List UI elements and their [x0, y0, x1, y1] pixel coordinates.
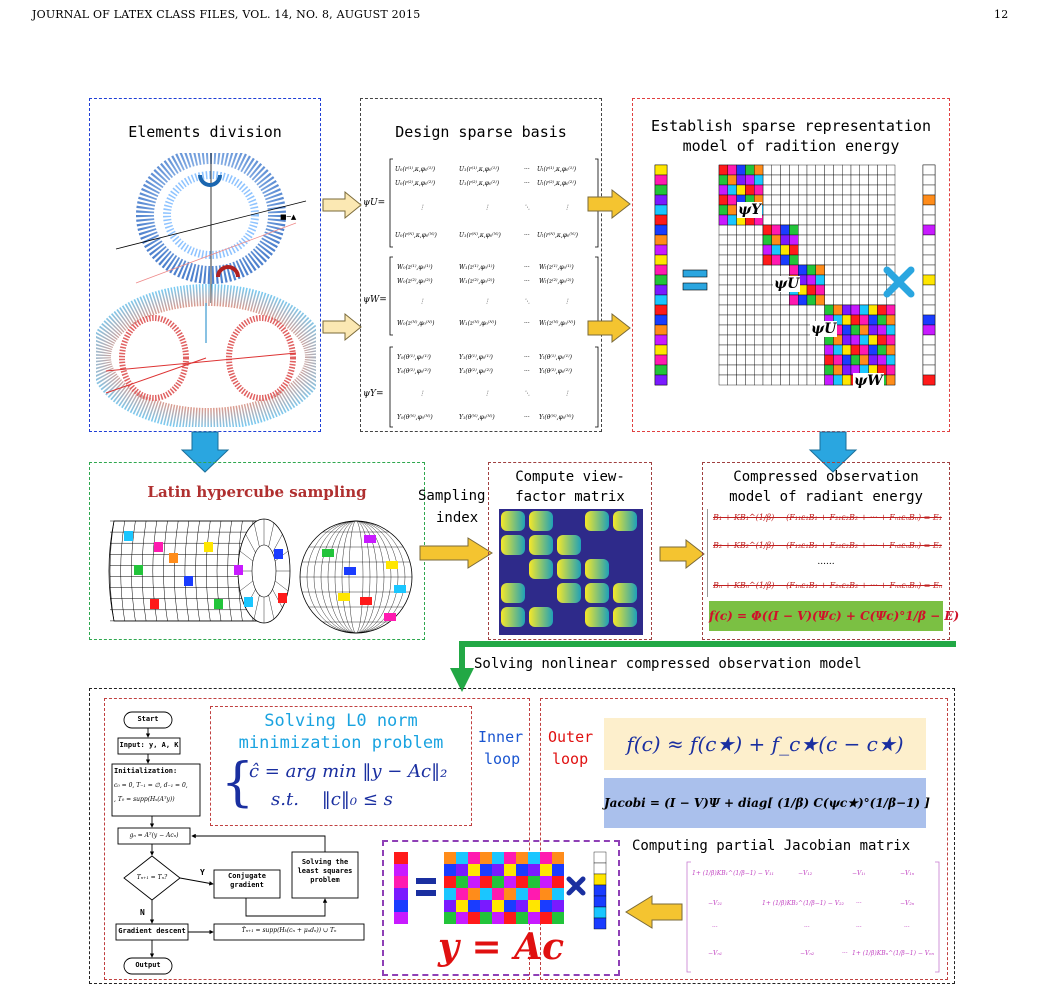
- l0-equation-1: ĉ = arg min ‖y − Ac‖₂: [249, 761, 448, 782]
- outer-loop-line2: loop: [552, 750, 589, 768]
- arrow-jacobian-to-yac: [624, 894, 684, 930]
- psi-w-block-label: ψW: [854, 373, 883, 389]
- flow-gradient-descent: Gradient descent: [118, 927, 186, 935]
- view-factor-panel: [488, 462, 652, 640]
- l0-norm-panel: [210, 706, 472, 826]
- design-sparse-basis-panel: [360, 98, 602, 432]
- jac-r1c2: −V₁₂: [798, 870, 813, 877]
- svg-text:Yₗ(θ⁽¹⁾,φ₀⁽¹⁾): Yₗ(θ⁽¹⁾,φ₀⁽¹⁾): [539, 354, 572, 361]
- svg-text:U₀(r⁽¹⁾,κ,φ₀⁽¹⁾): U₀(r⁽¹⁾,κ,φ₀⁽¹⁾): [395, 166, 436, 173]
- taylor-expansion: f(c) ≈ f(c★) + f_c★(c − c★): [604, 718, 926, 770]
- jac-r4c4: 1+ (1/β)KBₙ^(1/β−1) − Vₙₙ: [852, 950, 934, 957]
- svg-text:Y₀(θ⁽ᴺ⁾,φ₀⁽ᴺ⁾): Y₀(θ⁽ᴺ⁾,φ₀⁽ᴺ⁾): [397, 414, 433, 421]
- svg-text:···: ···: [524, 264, 530, 271]
- svg-text:⋱: ⋱: [524, 204, 530, 211]
- psi-y-label: ψY=: [363, 389, 384, 399]
- psi-w-label: ψW=: [363, 295, 387, 305]
- svg-text:Uₗ(r⁽ᴺ⁾,κ,φ₀⁽ᴺ⁾): Uₗ(r⁽ᴺ⁾,κ,φ₀⁽ᴺ⁾): [537, 232, 578, 239]
- jac-r1c1: 1+ (1/β)KB₁^(1/β−1) − V₁₁: [692, 870, 774, 877]
- svg-text:W₀(z⁽ᴺ⁾,φ₀⁽ᴺ⁾): W₀(z⁽ᴺ⁾,φ₀⁽ᴺ⁾): [397, 320, 435, 327]
- l0-brace: {: [221, 753, 255, 813]
- sampling-label-line2: index: [436, 510, 479, 526]
- svg-text:Wₗ(z⁽¹⁾,φ₀⁽¹⁾): Wₗ(z⁽¹⁾,φ₀⁽¹⁾): [539, 264, 574, 271]
- svg-text:Y₁(θ⁽ᴺ⁾,φ₀⁽ᴺ⁾): Y₁(θ⁽ᴺ⁾,φ₀⁽ᴺ⁾): [459, 414, 495, 421]
- svg-text:⋮: ⋮: [564, 390, 570, 397]
- flow-update: T̂ₙ₊₁ = supp(Hₖ(cₙ + μₙdₙ)) ∪ Tₙ: [241, 927, 337, 934]
- svg-text:⋮: ⋮: [564, 298, 570, 305]
- svg-text:⋮: ⋮: [419, 298, 425, 305]
- svg-text:···: ···: [524, 368, 530, 375]
- svg-text:Y₁(θ⁽²⁾,φ₀⁽²⁾): Y₁(θ⁽²⁾,φ₀⁽²⁾): [459, 368, 493, 375]
- svg-text:W₀(z⁽¹⁾,φ₀⁽¹⁾): W₀(z⁽¹⁾,φ₀⁽¹⁾): [397, 264, 433, 271]
- inner-loop-line2: loop: [484, 750, 521, 768]
- jac-r1c4: −V₁ₙ: [900, 870, 915, 877]
- svg-text:W₁(z⁽¹⁾,φ₀⁽¹⁾): W₁(z⁽¹⁾,φ₀⁽¹⁾): [459, 264, 495, 271]
- page-number: 12: [994, 8, 1009, 21]
- sparse-representation-figure: [633, 157, 949, 431]
- svg-text:⋮: ⋮: [419, 390, 425, 397]
- psi-y-block-label: ψY: [738, 202, 762, 218]
- arrow-basis-to-model-2: [586, 312, 632, 344]
- latin-hypercube-panel: [89, 462, 425, 640]
- svg-text:W₀(z⁽²⁾,φ₀⁽²⁾): W₀(z⁽²⁾,φ₀⁽²⁾): [397, 278, 433, 285]
- sparse-title-line1: Establish sparse representation: [651, 117, 931, 135]
- svg-text:⋮: ⋮: [419, 204, 425, 211]
- sampling-label-line1: Sampling: [418, 488, 486, 504]
- svg-text:U₁(r⁽ᴺ⁾,κ,φ₀⁽ᴺ⁾): U₁(r⁽ᴺ⁾,κ,φ₀⁽ᴺ⁾): [459, 232, 501, 239]
- inner-loop-line1: Inner: [478, 728, 524, 746]
- svg-text:Yₗ(θ⁽²⁾,φ₀⁽²⁾): Yₗ(θ⁽²⁾,φ₀⁽²⁾): [539, 368, 572, 375]
- flow-conjugate: Conjugate gradient: [228, 872, 266, 889]
- jac-r1c3: −V₁ᵢ: [852, 870, 865, 877]
- svg-text:Y₀(θ⁽²⁾,φ₀⁽²⁾): Y₀(θ⁽²⁾,φ₀⁽²⁾): [397, 368, 431, 375]
- svg-text:Y₀(θ⁽¹⁾,φ₀⁽¹⁾): Y₀(θ⁽¹⁾,φ₀⁽¹⁾): [397, 354, 431, 361]
- jacobian-matrix: [686, 860, 940, 974]
- jac-r2c3: ···: [856, 900, 862, 907]
- l0-equation-2: s.t. ‖c‖₀ ≤ s: [271, 789, 393, 810]
- flow-yes: Y: [200, 868, 205, 877]
- outer-loop-line1: Outer: [548, 728, 594, 746]
- elements-division-panel: [89, 98, 321, 432]
- jacobian-title: Computing partial Jacobian matrix: [632, 838, 911, 854]
- view-factor-title-line2: factor matrix: [515, 489, 625, 505]
- svg-text:U₁(r⁽¹⁾,κ,φ₀⁽¹⁾): U₁(r⁽¹⁾,κ,φ₀⁽¹⁾): [459, 166, 500, 173]
- jac-r3c4: ···: [904, 924, 910, 931]
- flow-output: Output: [135, 961, 161, 969]
- arrow-elements-to-basis-1: [321, 190, 363, 220]
- jac-r3c1: ···: [712, 924, 718, 931]
- y-ac-figure: [392, 848, 618, 932]
- psi-u-label: ψU=: [363, 198, 386, 208]
- flow-init-line2: , T₀ = supp(Hₛ(Aᵀy)): [114, 796, 175, 803]
- matrix-u: [389, 157, 599, 249]
- y-equals-ac: y = Ac: [438, 926, 564, 968]
- flow-no: N: [140, 908, 145, 917]
- svg-text:U₀(r⁽²⁾,κ,φ₀⁽²⁾): U₀(r⁽²⁾,κ,φ₀⁽²⁾): [395, 180, 436, 187]
- flow-condition: Tₙ₊₁ = Tₙ?: [136, 874, 168, 881]
- svg-text:···: ···: [524, 354, 530, 361]
- sparse-representation-panel: [632, 98, 950, 432]
- flow-least-squares: Solving the least squares problem: [297, 858, 353, 884]
- matrix-w: [389, 255, 599, 337]
- fc-equation: f(c) = Φ((I − V)(Ψc) + C(Ψc)°1/β − E): [709, 601, 943, 631]
- latin-hypercube-title: Latin hypercube sampling: [147, 483, 367, 501]
- arrow-basis-to-model-1: [586, 188, 632, 220]
- journal-header: JOURNAL OF LATEX CLASS FILES, VOL. 14, NO. 8, AUGUST 2015: [32, 8, 421, 21]
- svg-text:Yₗ(θ⁽ᴺ⁾,φ₀⁽ᴺ⁾): Yₗ(θ⁽ᴺ⁾,φ₀⁽ᴺ⁾): [539, 414, 574, 421]
- psi-u-block-label-1: ψU: [774, 276, 800, 292]
- jac-r2c1: −V₂₁: [708, 900, 723, 907]
- svg-text:Uₗ(r⁽¹⁾,κ,φ₀⁽¹⁾): Uₗ(r⁽¹⁾,κ,φ₀⁽¹⁾): [537, 166, 577, 173]
- mesh-illustration: [96, 153, 316, 427]
- svg-text:⋮: ⋮: [484, 298, 490, 305]
- arrow-elements-to-basis-2: [321, 312, 363, 342]
- svg-text:■─▲: ■─▲: [280, 213, 297, 221]
- view-factor-title-line1: Compute view-: [515, 469, 625, 485]
- l0-title-line2: minimization problem: [238, 733, 444, 753]
- svg-text:⋮: ⋮: [564, 204, 570, 211]
- flow-init-title: Initialization:: [114, 767, 178, 775]
- svg-text:···: ···: [524, 414, 530, 421]
- svg-text:Wₗ(z⁽²⁾,φ₀⁽²⁾): Wₗ(z⁽²⁾,φ₀⁽²⁾): [539, 278, 574, 285]
- compressed-model-panel: [702, 462, 960, 640]
- svg-text:···: ···: [524, 180, 530, 187]
- svg-text:···: ···: [524, 278, 530, 285]
- equation-dots: ......: [817, 557, 835, 567]
- jac-r3c2: ···: [804, 924, 810, 931]
- arrow-sampling-to-viewfactor: [418, 536, 494, 570]
- jac-r4c2: −Vₙ₂: [800, 950, 815, 957]
- svg-text:⋱: ⋱: [524, 298, 530, 305]
- svg-text:···: ···: [524, 166, 530, 173]
- jac-r4c1: −Vₙ₁: [708, 950, 723, 957]
- compressed-title-line1: Compressed observation: [733, 469, 919, 485]
- flow-init-line1: c₀ = 0, T₋₁ = ∅, d₋₁ = 0,: [114, 782, 188, 789]
- jac-r4c3: ···: [842, 950, 848, 957]
- flow-input: Input: y, A, K: [119, 741, 179, 749]
- jac-r3c3: ···: [856, 924, 862, 931]
- flow-gradient: gₙ = Aᵀ(y − Acₙ): [129, 832, 179, 839]
- sparse-title-line2: model of radition energy: [682, 137, 900, 155]
- svg-text:U₁(r⁽²⁾,κ,φ₀⁽²⁾): U₁(r⁽²⁾,κ,φ₀⁽²⁾): [459, 180, 500, 187]
- svg-text:U₀(r⁽ᴺ⁾,κ,φ₀⁽ᴺ⁾): U₀(r⁽ᴺ⁾,κ,φ₀⁽ᴺ⁾): [395, 232, 437, 239]
- svg-text:W₁(z⁽ᴺ⁾,φ₀⁽ᴺ⁾): W₁(z⁽ᴺ⁾,φ₀⁽ᴺ⁾): [459, 320, 497, 327]
- svg-text:⋮: ⋮: [484, 204, 490, 211]
- svg-text:Uₗ(r⁽²⁾,κ,φ₀⁽²⁾): Uₗ(r⁽²⁾,κ,φ₀⁽²⁾): [537, 180, 577, 187]
- elements-division-title: Elements division: [128, 123, 282, 141]
- svg-text:⋱: ⋱: [524, 390, 530, 397]
- svg-text:Y₁(θ⁽¹⁾,φ₀⁽¹⁾): Y₁(θ⁽¹⁾,φ₀⁽¹⁾): [459, 354, 493, 361]
- compressed-title-line2: model of radiant energy: [729, 489, 923, 505]
- jac-r2c4: −V₂ₙ: [900, 900, 915, 907]
- svg-text:···: ···: [524, 232, 530, 239]
- solving-banner-text: Solving nonlinear compressed observation model: [474, 656, 862, 672]
- design-sparse-basis-title: Design sparse basis: [395, 123, 567, 141]
- svg-text:W₁(z⁽²⁾,φ₀⁽²⁾): W₁(z⁽²⁾,φ₀⁽²⁾): [459, 278, 495, 285]
- svg-text:Wₗ(z⁽ᴺ⁾,φ₀⁽ᴺ⁾): Wₗ(z⁽ᴺ⁾,φ₀⁽ᴺ⁾): [539, 320, 576, 327]
- svg-text:⋮: ⋮: [484, 390, 490, 397]
- jac-r2c2: 1+ (1/β)KB₂^(1/β−1) − V₂₂: [762, 900, 844, 907]
- view-factor-heatmap: [499, 509, 643, 635]
- latin-sampling-figure: [94, 501, 420, 637]
- equation-n: Bₙ + KBₙ^(1/β) − (F₁ₙε₁B₁ + F₂ₙε₂B₂ + ··· + FₙₙεₙBₙ) = Eₙ: [713, 581, 943, 590]
- y-equals-ac-panel: [382, 840, 620, 976]
- l0-title-line1: Solving L0 norm: [264, 711, 418, 731]
- equation-1: B₁ + KB₁^(1/β) − (F₁₁ε₁B₁ + F₂₁ε₂B₂ + ··· + Fₙ₁εₙBₙ) = E₁: [713, 513, 942, 522]
- arrow-viewfactor-to-compressed: [658, 538, 706, 570]
- flow-start: Start: [137, 715, 159, 723]
- svg-text:···: ···: [524, 320, 530, 327]
- jacobi-equation: Jacobi = (I − V)Ψ + diag[ (1/β) C(ψc★)°(1/β−1) ]: [604, 778, 926, 828]
- equation-2: B₂ + KB₂^(1/β) − (F₁₂ε₁B₁ + F₂₂ε₂B₂ + ··· + Fₙ₂εₙBₙ) = E₂: [713, 541, 942, 550]
- matrix-y: [389, 345, 599, 429]
- psi-u-block-label-2: ψU: [811, 321, 837, 337]
